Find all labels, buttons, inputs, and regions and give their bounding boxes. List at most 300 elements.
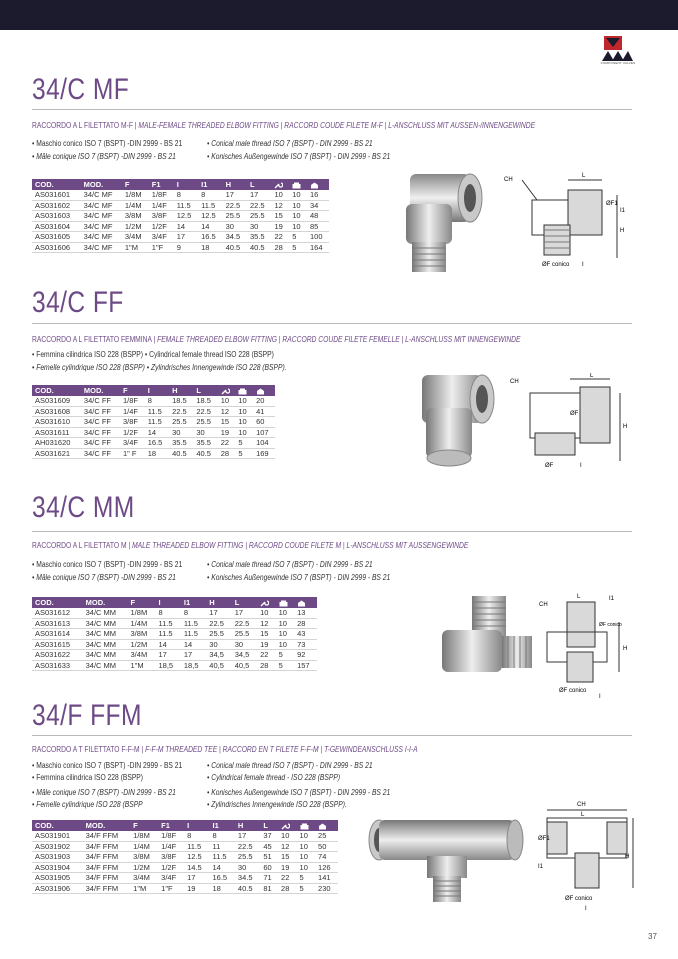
table-cell: 34/C MF [81,211,122,222]
table-cell: 34/C MF [81,200,122,211]
drawing-label: ØF conico [599,622,622,628]
product-code-cell: AS031901 [32,831,83,841]
subtitle-translations: FEMALE THREADED ELBOW FITTING | RACCORD COUDE FILETE FEMELLE | L-ANSCHLUSS MIT INNENGEWINDE [157,335,521,344]
col-header: H [169,385,193,396]
table-cell: 28 [218,448,236,459]
bullet: • Maschio conico ISO 7 (BSPT) -DIN 2999 - BS 21 [32,139,183,148]
table-row [32,232,329,243]
table-cell: 3/4M [128,650,156,661]
table-cell: 40.5 [235,883,260,894]
section-34f-ffm [32,698,632,928]
table-cell: 30 [169,427,193,438]
table-cell: 30 [206,639,231,650]
table-cell: 34/C MF [81,190,122,200]
section-34c-ff [32,285,632,485]
col-header: L [193,385,217,396]
table-cell: 17 [181,650,206,661]
table-cell: 25.5 [223,211,247,222]
divider [32,735,632,736]
table-cell: 14 [155,639,180,650]
box-icon [315,820,338,831]
table-cell: 1/2M [128,639,156,650]
table-cell: 40,5 [206,660,231,671]
product-code-cell: AS031904 [32,862,83,873]
table-cell: 1/2F [120,427,145,438]
table-cell: 22 [257,650,275,661]
table-cell: 17 [206,608,231,618]
table-cell: 169 [253,448,275,459]
table-cell: 34/C MF [81,242,122,253]
table-cell: 81 [260,883,278,894]
table-cell: 92 [294,650,317,661]
brand-logo-icon [600,35,634,63]
drawing-label: I [580,463,582,469]
table-row [32,862,338,873]
table-cell: 35.5 [247,232,271,243]
table-cell: 22.5 [223,200,247,211]
table-cell: 104 [253,438,275,449]
section-34c-mm [32,490,632,700]
table-row [32,190,329,200]
section-title: 34/C MF [32,73,130,106]
col-header: I1 [181,597,206,608]
divider [32,109,632,110]
section-subtitle [32,541,468,550]
table-cell: 14.5 [184,862,209,873]
table-cell: 10 [289,200,307,211]
bullet: • Conical male thread ISO 7 (BSPT) - DIN 2999 - BS 21 [207,139,373,148]
table-cell: 3/8M [130,852,158,863]
drawing-label: I [582,262,584,268]
product-code-cell: AS031903 [32,852,83,863]
table-row [32,660,317,671]
logo-caption: COMPONENT VALVES [600,61,636,65]
table-cell: 5 [289,242,307,253]
table-cell: 10 [289,211,307,222]
table-cell: 30 [235,862,260,873]
table-cell: 5 [297,873,316,884]
drawing-label: H [623,424,628,430]
table-cell: 11.5 [198,200,222,211]
table-cell: 34/F FFM [83,873,131,884]
table-cell: 22.5 [232,618,257,629]
table-cell: 34/C FF [81,396,120,406]
product-code-cell: AS031906 [32,883,83,894]
product-photo-elbow-mf [370,164,520,282]
table-cell: 34/C FF [81,448,120,459]
table-cell: 60 [253,417,275,428]
table-row [32,406,275,417]
table-cell: 1/4F [149,200,174,211]
package-icon [276,597,294,608]
product-code-cell: AS031609 [32,396,81,406]
table-cell: 12 [218,406,236,417]
spec-bullets [32,559,452,587]
col-header: I [145,385,169,396]
table-cell: 19 [218,427,236,438]
col-header: L [247,179,271,190]
table-cell: 5 [276,650,294,661]
table-cell: 15 [257,629,275,640]
table-cell: 20 [253,396,275,406]
table-cell: 11.5 [145,406,169,417]
table-cell: 12.5 [198,211,222,222]
table-cell: 18,5 [181,660,206,671]
table-row [32,608,317,618]
table-cell: 3/8M [128,629,156,640]
product-photo-tee-ffm [367,816,527,906]
table-cell: 34/F FFM [83,883,131,894]
drawing-label: H [625,854,630,860]
drawing-label: I [585,906,587,912]
table-cell: 18 [210,883,235,894]
table-cell: 1/4F [120,406,145,417]
section-subtitle [32,121,535,130]
table-row [32,221,329,232]
table-cell: 5 [276,660,294,671]
table-cell: 17 [247,190,271,200]
table-cell: 30 [193,427,217,438]
table-cell: 10 [271,190,289,200]
table-cell: 25.5 [193,417,217,428]
col-header: I [174,179,198,190]
table-row [32,841,338,852]
table-cell: 1/8M [122,190,149,200]
table-cell: 10 [218,396,236,406]
spec-bullets [32,349,452,377]
page-number: 37 [648,932,657,941]
table-cell: 34.5 [223,232,247,243]
product-code-cell: AS031613 [32,618,83,629]
table-cell: 16.5 [210,873,235,884]
section-title: 34/C MM [32,491,135,524]
table-cell: 85 [307,221,329,232]
box-icon [253,385,275,396]
table-cell: 34/C MF [81,221,122,232]
col-header: H [223,179,247,190]
table-cell: 22.5 [235,841,260,852]
col-header: L [260,820,278,831]
table-cell: 10 [278,831,297,841]
col-header: MOD. [83,597,128,608]
table-cell: 11 [210,841,235,852]
drawing-label: L [577,594,581,600]
col-header: COD. [32,179,81,190]
table-cell: 45 [260,841,278,852]
table-cell: 34/C FF [81,417,120,428]
bullet: • Konisches Außengewinde ISO 7 (BSPT) - DIN 2999 - BS 21 [207,151,391,161]
table-cell: 34/F FFM [83,862,131,873]
col-header: H [206,597,231,608]
table-cell: 3/8F [120,417,145,428]
product-code-cell: AS031606 [32,242,81,253]
section-title: 34/C FF [32,286,124,319]
table-cell: 15 [271,211,289,222]
spec-table [32,385,275,459]
table-cell: 1/8M [128,608,156,618]
table-cell: 157 [294,660,317,671]
table-cell: 5 [235,448,253,459]
table-cell: 16.5 [198,232,222,243]
drawing-label: I1 [609,596,615,602]
table-cell: 12 [271,200,289,211]
table-cell: 25.5 [247,211,271,222]
table-cell: 1"M [128,660,156,671]
product-code-cell: AS031602 [32,200,81,211]
table-cell: 28 [294,618,317,629]
table-cell: 30 [223,221,247,232]
drawing-label: ØF1 [606,201,618,207]
table-cell: 1/2F [158,862,184,873]
drawing-label: ØF [545,463,554,469]
table-cell: 3/4M [130,873,158,884]
drawing-label: CH [504,177,513,183]
table-cell: 11.5 [184,841,209,852]
table-cell: 1/8M [130,831,158,841]
product-code-cell: AS031603 [32,211,81,222]
table-cell: 35.5 [169,438,193,449]
table-row [32,639,317,650]
table-cell: 25.5 [235,852,260,863]
bullet: • Konisches Außengewinde ISO 7 (BSPT) - DIN 2999 - BS 21 [207,788,391,797]
table-cell: 28 [257,660,275,671]
table-cell: 13 [294,608,317,618]
table-cell: 14 [181,639,206,650]
table-cell: 19 [271,221,289,232]
table-cell: 22 [218,438,236,449]
table-cell: 34/C FF [81,406,120,417]
drawing-label: L [590,373,594,379]
table-cell: 40.5 [247,242,271,253]
table-cell: 74 [315,852,338,863]
table-body [32,608,317,671]
package-icon [297,820,316,831]
table-cell: 25.5 [206,629,231,640]
bullet: • Cylindrical female thread - ISO 228 (BSPP) [207,773,341,782]
product-code-cell: AS031902 [32,841,83,852]
table-cell: 1/8F [158,831,184,841]
table-cell: 3/4F [149,232,174,243]
bullet: • Femelle cylindrique ISO 228 (BSPP [32,800,143,809]
col-header: MOD. [81,179,122,190]
table-cell: 34/F FFM [83,831,131,841]
drawing-label: CH [510,379,519,385]
subtitle-translations: MALE THREADED ELBOW FITTING | RACCORD COUDE FILETE M | L-ANSCHLUSS MIT AUSSENGEWINDE [132,541,469,550]
table-cell: 11.5 [210,852,235,863]
table-cell: 10 [235,406,253,417]
table-cell: 22 [278,873,297,884]
table-cell: 11.5 [181,629,206,640]
table-cell: 1"F [158,883,184,894]
table-cell: 18.5 [169,396,193,406]
table-cell: 17 [232,608,257,618]
table-cell: 10 [276,618,294,629]
subtitle-it: RACCORDO A L FILETTATO M | [32,541,133,550]
col-header: I [184,820,209,831]
product-code-cell: AS031621 [32,448,81,459]
subtitle-it: RACCORDO A L FILETTATO M-F | [32,121,139,130]
table-row [32,211,329,222]
table-cell: 107 [253,427,275,438]
table-cell: 10 [276,639,294,650]
bullet: • Maschio conico ISO 7 (BSPT) -DIN 2999 - BS 21 [32,560,183,569]
table-row [32,650,317,661]
table-cell: 34,5 [206,650,231,661]
table-cell: 3/4F [158,873,184,884]
col-header: F [122,179,149,190]
product-code-cell: AS031615 [32,639,83,650]
table-cell: 30 [232,639,257,650]
product-code-cell: AS031601 [32,190,81,200]
table-cell: 14 [210,862,235,873]
table-row [32,438,275,449]
bullet: • Mâle conique ISO 7 (BSPT) -DIN 2999 - BS 21 [32,572,176,582]
table-cell: 40.5 [193,448,217,459]
table-cell: 10 [297,852,316,863]
table-cell: 12 [278,841,297,852]
table-cell: 34/C FF [81,438,120,449]
table-cell: 17 [155,650,180,661]
table-cell: 126 [315,862,338,873]
package-icon [289,179,307,190]
table-cell: 8 [174,190,198,200]
drawing-label: I1 [538,864,544,870]
table-cell: 100 [307,232,329,243]
drawing-label: I [599,694,601,700]
table-cell: 22.5 [206,618,231,629]
table-cell: 18 [145,448,169,459]
table-cell: 51 [260,852,278,863]
drawing-label: H [620,228,625,234]
table-cell: 10 [297,862,316,873]
table-cell: 37 [260,831,278,841]
table-cell: 1/4M [122,200,149,211]
product-code-cell: AS031633 [32,660,83,671]
bullet: • Conical male thread ISO 7 (BSPT) - DIN 2999 - BS 21 [207,761,373,770]
subtitle-it: RACCORDO A L FILETTATO FEMMINA | [32,335,158,344]
product-code-cell: AS031614 [32,629,83,640]
table-cell: 34/C MM [83,650,128,661]
table-cell: 19 [184,883,209,894]
table-cell: 10 [276,608,294,618]
table-cell: 230 [315,883,338,894]
table-cell: 10 [289,190,307,200]
drawing-label: L [581,812,585,818]
table-cell: 22 [271,232,289,243]
bullet: • Mâle conique ISO 7 (BSPT) -DIN 2999 - BS 21 [32,151,176,161]
table-row [32,629,317,640]
table-row [32,448,275,459]
col-header: I1 [198,179,222,190]
bullet: • Maschio conico ISO 7 (BSPT) -DIN 2999 - BS 21 [32,761,183,770]
drawing-label: H [623,646,628,652]
divider [32,531,632,532]
table-cell: 1/8F [149,190,174,200]
col-header: COD. [32,385,81,396]
subtitle-translations: MALE-FEMALE THREADED ELBOW FITTING | RACCORD COUDE FILETE M-F | L-ANSCHLUSS MIT AUSSEN-/INNENGEWINDE [138,121,536,130]
table-cell: 18,5 [155,660,180,671]
table-cell: 16 [307,190,329,200]
table-cell: 1/4M [128,618,156,629]
table-cell: 3/8F [158,852,184,863]
table-row [32,883,338,894]
table-cell: 11.5 [145,417,169,428]
table-cell: 1/2M [130,862,158,873]
table-cell: 40.5 [223,242,247,253]
table-cell: 19 [278,862,297,873]
bullet: • Femmina cilindrica ISO 228 (BSPP) • Cylindrical female thread ISO 228 (BSPP) [32,350,274,359]
table-cell: 17 [235,831,260,841]
table-cell: 14 [198,221,222,232]
bullet: • Konisches Außengewinde ISO 7 (BSPT) - DIN 2999 - BS 21 [207,572,391,582]
table-cell: 9 [174,242,198,253]
table-cell: 11.5 [174,200,198,211]
table-cell: 28 [271,242,289,253]
table-cell: 34/C FF [81,427,120,438]
table-cell: 25.5 [169,417,193,428]
product-code-cell: AS031622 [32,650,83,661]
table-cell: 3/4F [120,438,145,449]
table-body [32,831,338,894]
table-cell: 19 [257,639,275,650]
table-cell: 50 [315,841,338,852]
product-code-cell: AS031604 [32,221,81,232]
table-cell: 22.5 [247,200,271,211]
table-cell: 3/4M [122,232,149,243]
table-cell: 5 [297,883,316,894]
table-cell: 34/F FFM [83,852,131,863]
col-header: F [128,597,156,608]
table-cell: 8 [210,831,235,841]
table-row [32,427,275,438]
table-cell: 1"M [122,242,149,253]
table-cell: 1"F [149,242,174,253]
table-cell: 30 [247,221,271,232]
table-body [32,190,329,253]
table-cell: 1/8F [120,396,145,406]
wrench-icon [271,179,289,190]
table-cell: 71 [260,873,278,884]
table-cell: 8 [145,396,169,406]
table-cell: 17 [184,873,209,884]
table-cell: 15 [218,417,236,428]
table-cell: 34,5 [232,650,257,661]
spec-table [32,820,338,894]
table-cell: 164 [307,242,329,253]
table-row [32,852,338,863]
product-code-cell: AS031905 [32,873,83,884]
bullet: • Femmina cilindrica ISO 228 (BSPP) [32,773,144,782]
bullet: • Conical male thread ISO 7 (BSPT) - DIN 2999 - BS 21 [207,560,373,569]
table-header-row [32,385,275,396]
table-cell: 8 [184,831,209,841]
section-subtitle [32,745,418,754]
table-cell: 25.5 [232,629,257,640]
table-cell: 16.5 [145,438,169,449]
col-header: MOD. [83,820,131,831]
col-header: I1 [210,820,235,831]
product-code-cell: AS031608 [32,406,81,417]
table-header-row [32,179,329,190]
table-cell: 10 [235,417,253,428]
drawing-label: L [582,173,586,179]
table-row [32,831,338,841]
technical-drawing-ffm [537,798,637,918]
table-cell: 34.5 [235,873,260,884]
table-cell: 1/2F [149,221,174,232]
product-code-cell: AS031612 [32,608,83,618]
divider [32,323,632,324]
